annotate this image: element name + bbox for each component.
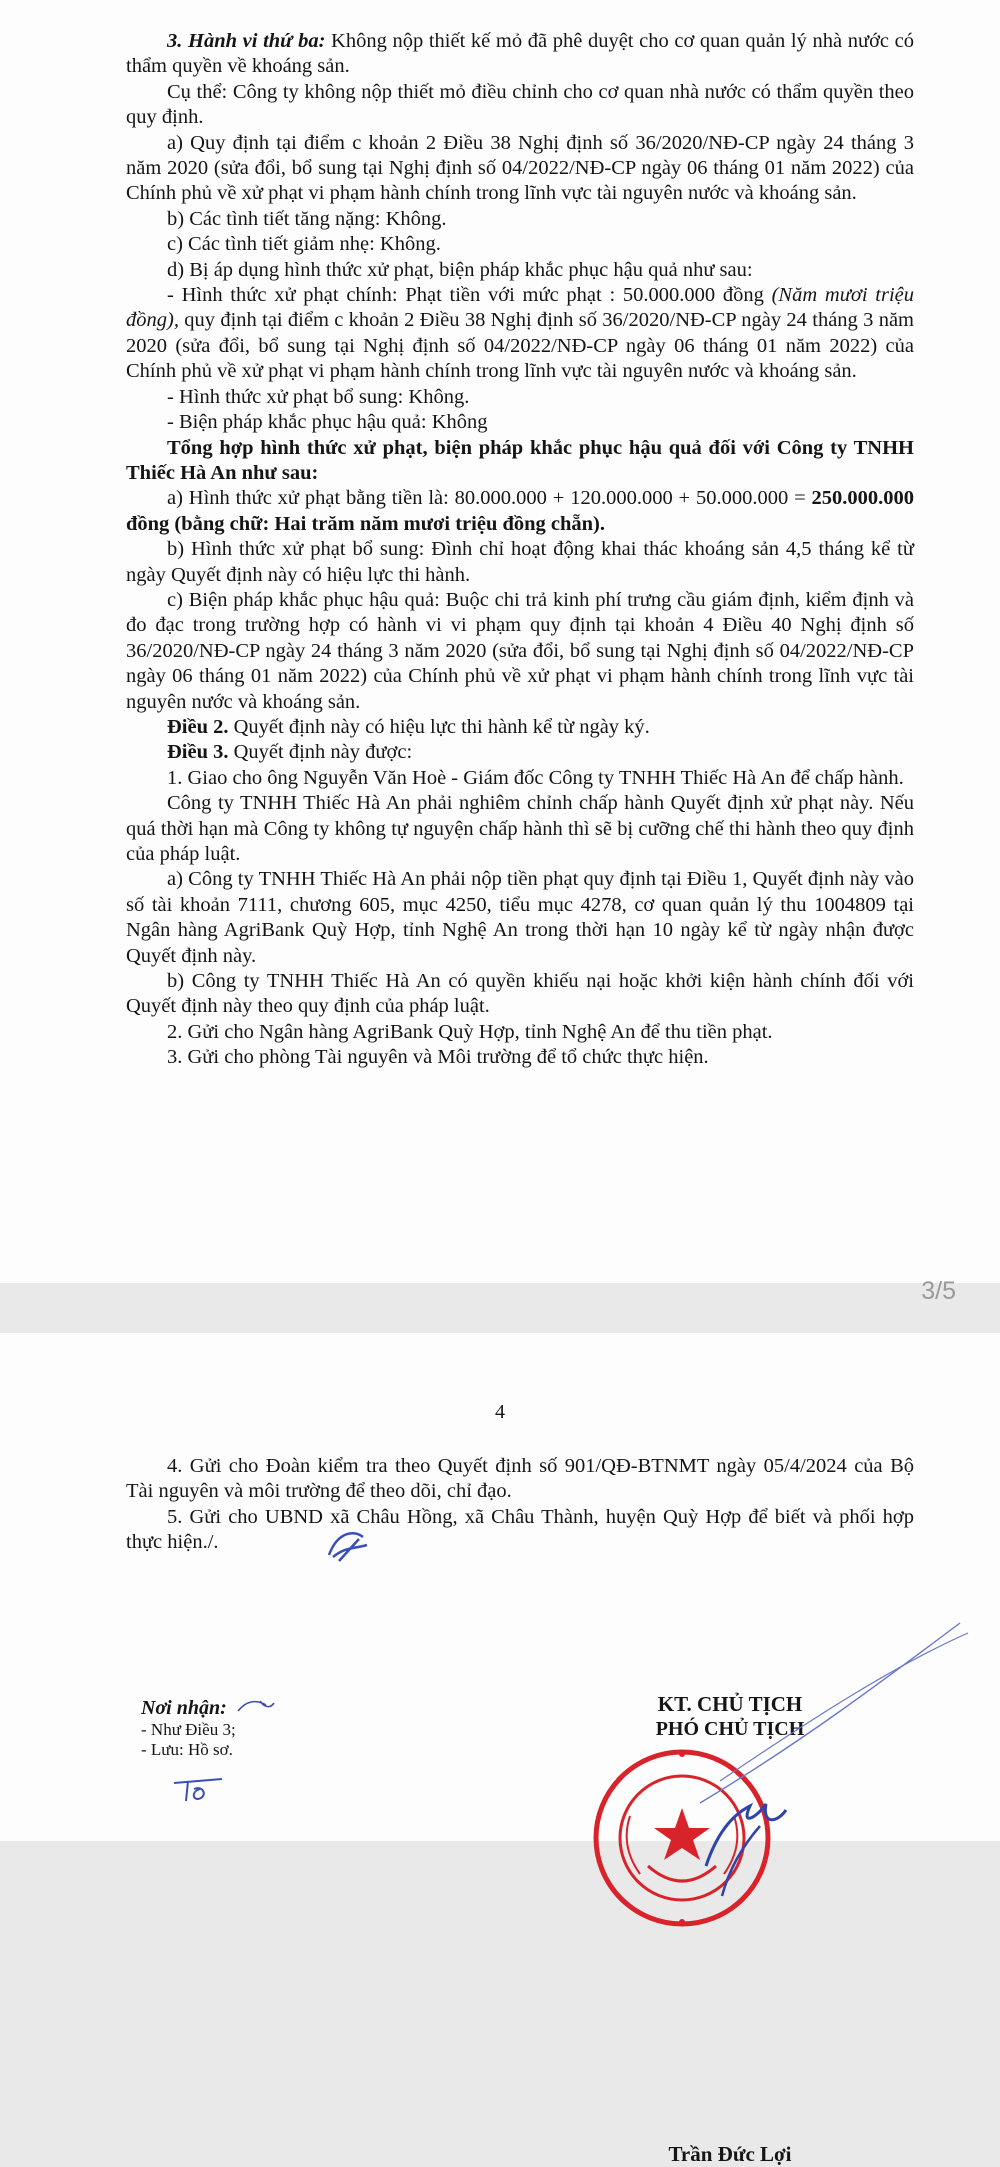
summary-heading: Tổng hợp hình thức xử phạt, biện pháp khắc phục hậu quả đối với Công ty TNHH Thiếc Hà An như sau:	[126, 436, 914, 484]
paragraph: c) Biện pháp khắc phục hậu quả: Buộc chi trả kinh phí trưng cầu giám định, kiểm định và đo đạc trong trường hợp có hành vi vi phạm quy định tại khoản 4 Điều 40 Nghị định số 36/2020/NĐ-CP ngày 24 tháng 3 năm 2020 (sửa đổi, bổ sung tại Nghị định số 04/2022/NĐ-CP ngày 06 tháng 01 năm 2022) của Chính phủ về xử phạt vi phạm hành chính trong lĩnh vực tài nguyên nước và khoáng sản.	[126, 588, 914, 713]
paragraph: - Biện pháp khắc phục hậu quả: Không	[167, 411, 488, 434]
article-2: Điều 2. Quyết định này có hiệu lực thi hành kể từ ngày ký.	[167, 715, 650, 738]
sign-title-2: PHÓ CHỦ TỊCH	[655, 1718, 805, 1740]
paragraph: a) Hình thức xử phạt bằng tiền là: 80.000.000 + 120.000.000 + 50.000.000 = 250.000.000 đồng (bằng chữ: Hai trăm năm mươi triệu đồng chẵn).	[126, 487, 914, 535]
initial-mark-icon	[323, 1527, 371, 1567]
paragraph: Cụ thể: Công ty không nộp thiết mỏ điều chỉnh cho cơ quan nhà nước có thẩm quyền theo quy định.	[126, 80, 914, 129]
paragraph: b) Công ty TNHH Thiếc Hà An có quyền khiếu nại hoặc khởi kiện hành chính đối với Quyết định này theo quy định của pháp luật.	[126, 970, 914, 1018]
paragraph: b) Hình thức xử phạt bổ sung: Đình chỉ hoạt động khai thác khoáng sản 4,5 tháng kể từ ngày Quyết định này có hiệu lực thi hành.	[126, 538, 914, 586]
recipient-item: - Lưu: Hồ sơ.	[141, 1740, 233, 1759]
page-4-body	[126, 1454, 914, 1556]
handwriting-mark-icon	[170, 1775, 230, 1805]
document-page-4	[0, 1333, 1000, 2166]
paragraph: 4. Gửi cho Đoàn kiểm tra theo Quyết định số 901/QĐ-BTNMT ngày 05/4/2024 của Bộ Tài nguyên và môi trường để theo dõi, chỉ đạo.	[126, 1455, 914, 1503]
page-indicator: 3/5	[921, 1277, 956, 1305]
paragraph: Công ty TNHH Thiếc Hà An phải nghiêm chỉnh chấp hành Quyết định xử phạt này. Nếu quá thời hạn mà Công ty không tự nguyện chấp hành thì sẽ bị cưỡng chế thi hành theo quy định của pháp luật.	[126, 792, 914, 865]
paragraph: b) Các tình tiết tăng nặng: Không.	[167, 207, 447, 230]
violation-heading: 3. Hành vi thứ ba:	[167, 30, 326, 52]
paragraph: a) Quy định tại điểm c khoản 2 Điều 38 Nghị định số 36/2020/NĐ-CP ngày 24 tháng 3 năm 2020 (sửa đổi, bổ sung tại Nghị định số 04/2022/NĐ-CP ngày 06 tháng 01 năm 2022) của Chính phủ về xử phạt vi phạm hành chính trong lĩnh vực tài nguyên nước và khoáng sản.	[126, 131, 914, 205]
official-seal-icon	[590, 1746, 790, 1936]
paragraph	[126, 29, 914, 80]
recipients-heading: Nơi nhận:	[141, 1697, 227, 1719]
sign-title-1: KT. CHỦ TỊCH	[657, 1692, 803, 1716]
paragraph: 5. Gửi cho UBND xã Châu Hồng, xã Châu Thành, huyện Quỳ Hợp để biết và phối hợp thực hiện./.	[126, 1505, 914, 1554]
paragraph: 1. Giao cho ông Nguyễn Văn Hoè - Giám đốc Công ty TNHH Thiếc Hà An để chấp hành.	[167, 766, 904, 789]
article-3: Điều 3. Quyết định này được:	[167, 741, 413, 764]
signer-name: Trần Đức Lợi	[668, 2142, 792, 2166]
page-number: 4	[495, 1401, 505, 1423]
page-3-body	[126, 29, 914, 1071]
paragraph: d) Bị áp dụng hình thức xử phạt, biện pháp khắc phục hậu quả như sau:	[167, 258, 753, 281]
paragraph: c) Các tình tiết giảm nhẹ: Không.	[167, 233, 441, 256]
paragraph: a) Công ty TNHH Thiếc Hà An phải nộp tiền phạt quy định tại Điều 1, Quyết định này vào số tài khoản 7111, chương 605, mục 4250, tiểu mục 4278, cơ quan quản lý thu 1004809 tại Ngân hàng AgriBank Quỳ Hợp, tỉnh Nghệ An trong thời hạn 10 ngày kể từ ngày nhận được Quyết định này.	[126, 868, 914, 967]
paragraph: - Hình thức xử phạt chính: Phạt tiền với mức phạt : 50.000.000 đồng (Năm mươi triệu đồng), quy định tại điểm c khoản 2 Điều 38 Nghị định số 36/2020/NĐ-CP ngày 24 tháng 3 năm 2020 (sửa đổi, bổ sung tại Nghị định số 04/2022/NĐ-CP ngày 06 tháng 01 năm 2022) của Chính phủ về xử phạt vi phạm hành chính trong lĩnh vực tài nguyên nước và khoáng sản.	[126, 284, 914, 383]
handwriting-mark-icon	[236, 1697, 276, 1717]
signature-block	[600, 1692, 860, 2166]
paragraph: 3. Gửi cho phòng Tài nguyên và Môi trường để tổ chức thực hiện.	[167, 1046, 709, 1069]
paragraph: 2. Gửi cho Ngân hàng AgriBank Quỳ Hợp, tỉnh Nghệ An để thu tiền phạt.	[167, 1020, 773, 1043]
recipient-item: - Như Điều 3;	[141, 1720, 236, 1739]
paragraph: - Hình thức xử phạt bổ sung: Không.	[167, 385, 470, 408]
paragraph-text: Không nộp thiết kế mỏ đã phê duyệt cho cơ quan quản lý nhà nước có thẩm quyền về khoáng sản.	[126, 30, 914, 78]
